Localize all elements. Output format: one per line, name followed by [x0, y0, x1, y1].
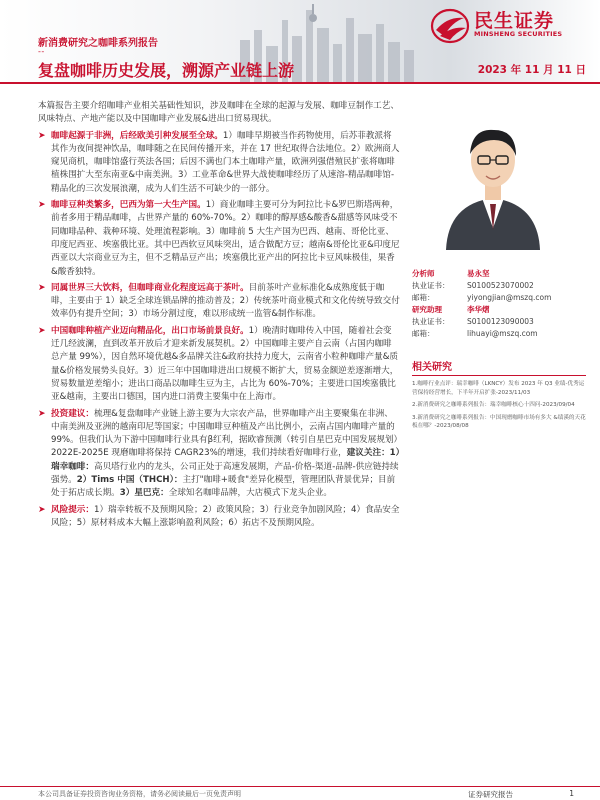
analyst-name: 易永坚: [467, 269, 490, 278]
arrow-bullet-icon: ➤: [38, 504, 46, 515]
arrow-bullet-icon: ➤: [38, 325, 46, 336]
series-ribbon: - -: [38, 47, 44, 56]
point-body: 1）瑞幸转板不及预期风险；2）政策风险；3）行业竞争加剧风险；4）食品安全风险；5）原材料成本大幅上涨影响盈利风险；6）拓店不及预期风险。: [51, 504, 400, 528]
point-lead: 风险提示：: [51, 504, 94, 515]
license-label: 执业证书：: [412, 317, 450, 326]
report-series: 新消费研究之咖啡系列报告: [38, 38, 158, 49]
report-summary: [38, 100, 400, 533]
footer-divider: [0, 786, 600, 787]
related-research-item[interactable]: 3.新消费研究之咖啡系列报告：中国现磨咖啡市场有多大 &绩溪的天花板在哪？-2023/08/08: [412, 414, 586, 430]
mail-address[interactable]: lihuayi@mszq.com: [467, 329, 538, 338]
analyst-license-row: [412, 316, 586, 328]
point-body: 1）晚清时咖啡传入中国，随着社会变迁几经波澜，直到改革开放后才迎来新发展契机。2）中国咖啡主要产自云南（占国内咖啡总产量 99%），因自然环境优越&多品牌关注&政府扶持力度大，云南省小粒种咖啡产量&质量&价格发展势头良好。3）近三年中国咖啡进出口规模不断扩大，贸易金额逆差逐渐增大，贸易数量逆差缩小；进出口商品以咖啡生豆为主，占比为 60%-70%；主要进口国埃塞俄比亚&越南，主要出口德国，国内进口消费主要集中在上海市。: [51, 325, 399, 403]
mail-label: 邮箱：: [412, 329, 435, 338]
summary-point: [38, 325, 400, 405]
recommend-body: 全球知名咖啡品牌，大店模式下龙头企业。: [168, 488, 333, 499]
analyst-name: 李华熠: [467, 305, 490, 314]
point-lead: 同属世界三大饮料，但咖啡商业化程度远高于茶叶。: [51, 282, 249, 293]
analyst-role-row: [412, 304, 586, 316]
point-body: 梳理&复盘咖啡产业链上游主要为大宗农产品，世界咖啡产出主要聚集在非洲、中南美洲及亚洲的越南印尼等国家；中国咖啡豆种植及产出比例小，云南占国内咖啡产量的 99%。但我们认为下游中国咖啡行业具有β红利，据欧睿预测（转引自星巴克中国发展规划）2022E-2025E 现磨咖啡将保持 CAGR23%的增速，我们持续看好咖啡行业，: [51, 408, 398, 459]
point-body: 1）咖啡早期被当作药物使用，后苏菲教派将其作为夜间提神饮品，咖啡随之在民间传播开来，并在 17 世纪取得合法地位。2）欧洲商人窥见商机，咖啡馆盛行英法各国；后因不满也门本土咖啡产量，欧洲列强借殖民扩张将咖啡植株围扩大至东南亚&中南美洲。3）工业革命&世界大战使咖啡经历了从速溶-精品咖啡馆-精品化的三次发展浪潮，成为人们生活不可缺少的一部分。: [51, 130, 400, 194]
related-research-list: [412, 380, 586, 431]
arrow-bullet-icon: ➤: [38, 408, 46, 419]
recommend-lead: 建议关注：1）瑞幸咖啡：: [51, 448, 400, 472]
logo-mark-icon: [430, 8, 470, 44]
analyst-mail-row: [412, 292, 586, 304]
analyst-role: 分析师: [412, 269, 435, 278]
summary-point: [38, 199, 400, 279]
intro-paragraph: 本篇报告主要介绍咖啡产业相关基础性知识，涉及咖啡在全球的起源与发展、咖啡豆制作工艺、风味特点、产地产能以及中国咖啡产业发展&进出口贸易现状。: [38, 101, 399, 125]
related-research-item[interactable]: 1.咖啡行业点评：瑞幸咖啡（LKNCY）发布 2023 年 Q3 业绩-优秀运营保持经营增长，下半年开启扩张-2023/11/03: [412, 381, 585, 396]
summary-point-risk: [38, 504, 400, 531]
analyst-role-row: [412, 268, 586, 280]
header-divider: [0, 82, 600, 84]
arrow-bullet-icon: ➤: [38, 130, 46, 141]
summary-point-investment: [38, 408, 400, 501]
footer-label: 证券研究报告: [468, 790, 513, 799]
recommend-body: 主打"咖啡+暖食"差异化模型，管理团队背景优异；目前处于拓店成长期。: [51, 475, 396, 499]
header-banner: [0, 0, 600, 96]
point-body: 目前茶叶产业标准化&成熟度低于咖啡，主要由于 1）缺乏全球连锁品牌的推动普及；2）传统茶叶商业模式和文化传统导致交付效率仍有提升空间；3）市场分割过度，难以形成统一监管&制作标准。: [51, 282, 400, 320]
analyst-mail-row: [412, 328, 586, 340]
mail-label: 邮箱：: [412, 293, 435, 302]
report-date: 2023 年 11 月 11 日: [477, 64, 586, 76]
minsheng-logo: [416, 6, 586, 46]
license-number: S0100123090003: [467, 317, 534, 326]
analyst-role: 研究助理: [412, 305, 442, 314]
recommend-lead: 3）星巴克：: [119, 488, 169, 499]
summary-point: [38, 130, 400, 196]
report-title: 复盘咖啡历史发展，溯源产业链上游: [38, 61, 295, 80]
point-lead: 中国咖啡种植产业迈向精品化，出口市场前景良好。: [51, 325, 249, 336]
license-label: 执业证书：: [412, 281, 450, 290]
point-body: 1）商业咖啡主要可分为阿拉比卡&罗巴斯塔两种，前者多用于精品咖啡，占世界产量的 60%-70%。2）咖啡的醇厚感&酸香&甜感等风味受不同咖啡品种、栽种环境、处理流程影响。3）咖啡前 5 大生产国为巴西、越南、哥伦比亚、印度尼西亚、埃塞俄比亚。其中巴西软豆风味突出，适合做配方豆；越南&哥伦比亚&印度尼西亚以大宗商业豆为主，但不乏精品豆产出；埃塞俄比亚产出的阿拉比卡豆风味极佳，果香&酸香独特。: [51, 200, 400, 277]
logo-text: 民生证券: [474, 10, 555, 32]
analyst-info: [412, 268, 586, 340]
license-number: S0100523070002: [467, 281, 534, 290]
related-research-heading: 相关研究: [412, 358, 586, 376]
sidebar: [412, 100, 586, 435]
mail-address[interactable]: yiyongjian@mszq.com: [467, 293, 552, 302]
arrow-bullet-icon: ➤: [38, 282, 46, 293]
point-lead: 咖啡豆种类繁多，巴西为第一大生产国。: [51, 200, 206, 211]
logo-subtext: MINSHENG SECURITIES: [474, 30, 563, 38]
recommend-body: 高贝塔行业内的龙头，公司正处于高速发展期，产品-价格-渠道-品牌-供应链持续强势。: [51, 461, 399, 486]
point-lead: 投资建议：: [51, 408, 94, 419]
analyst-photo: [432, 100, 554, 250]
recommend-lead: 2）Tims 中国（THCH）：: [76, 475, 183, 486]
arrow-bullet-icon: ➤: [38, 200, 46, 211]
footer-disclaimer: 本公司具备证券投资咨询业务资格，请务必阅读最后一页免责声明: [38, 790, 241, 798]
related-research-item[interactable]: 2.新消费研究之咖啡系列报告：瑞幸咖啡核心十四问-2023/09/04: [412, 402, 575, 409]
page-number: 1: [569, 789, 574, 798]
summary-point: [38, 282, 400, 322]
analyst-license-row: [412, 280, 586, 292]
point-lead: 咖啡起源于非洲，后经欧美引种发展至全球。: [51, 130, 223, 141]
